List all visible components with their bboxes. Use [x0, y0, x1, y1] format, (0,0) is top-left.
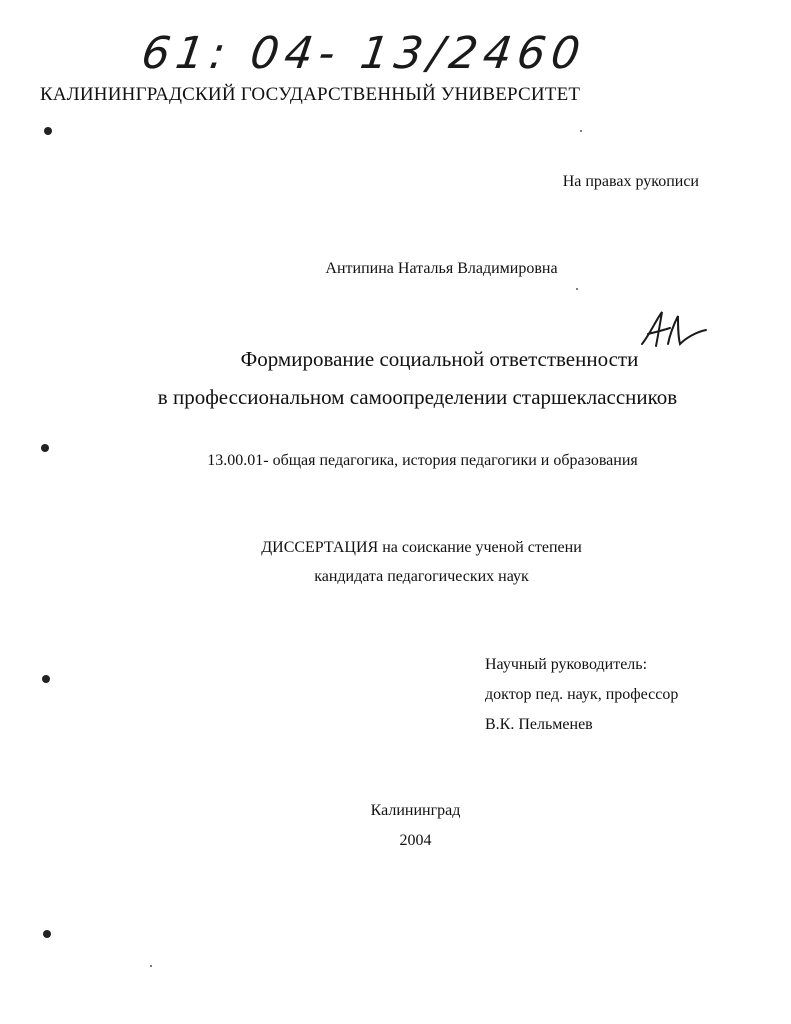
dissertation-title-line2: в профессиональном самоопределении старшеклассников [157, 385, 678, 409]
punch-hole-mark [41, 444, 49, 452]
university-name: КАЛИНИНГРАДСКИЙ ГОСУДАРСТВЕННЫЙ УНИВЕРСИТЕТ [40, 84, 581, 105]
advisor-degree: доктор пед. наук, профессор [485, 686, 679, 703]
signature-icon [636, 308, 708, 352]
dissertation-title-line1: Формирование социальной ответственности [240, 347, 639, 371]
punch-hole-mark [42, 675, 50, 683]
scan-speck [580, 130, 582, 132]
handwritten-catalog-code: 61: 04- 13/2460 [138, 28, 590, 79]
advisor-name: В.К. Пельменев [485, 716, 593, 733]
dissertation-type-line1: ДИССЕРТАЦИЯ на соискание ученой степени [261, 539, 582, 556]
punch-hole-mark [43, 930, 51, 938]
scan-speck [576, 288, 578, 290]
specialty-code: 13.00.01- общая педагогика, история педагогики и образования [207, 452, 638, 469]
year: 2004 [399, 832, 432, 849]
punch-hole-mark [44, 127, 52, 135]
dissertation-type-line2: кандидата педагогических наук [314, 568, 529, 585]
advisor-label: Научный руководитель: [485, 656, 648, 673]
scan-speck [150, 965, 152, 967]
author-name: Антипина Наталья Владимировна [325, 260, 558, 277]
city: Калининград [370, 802, 461, 819]
manuscript-note: На правах рукописи [562, 173, 699, 190]
